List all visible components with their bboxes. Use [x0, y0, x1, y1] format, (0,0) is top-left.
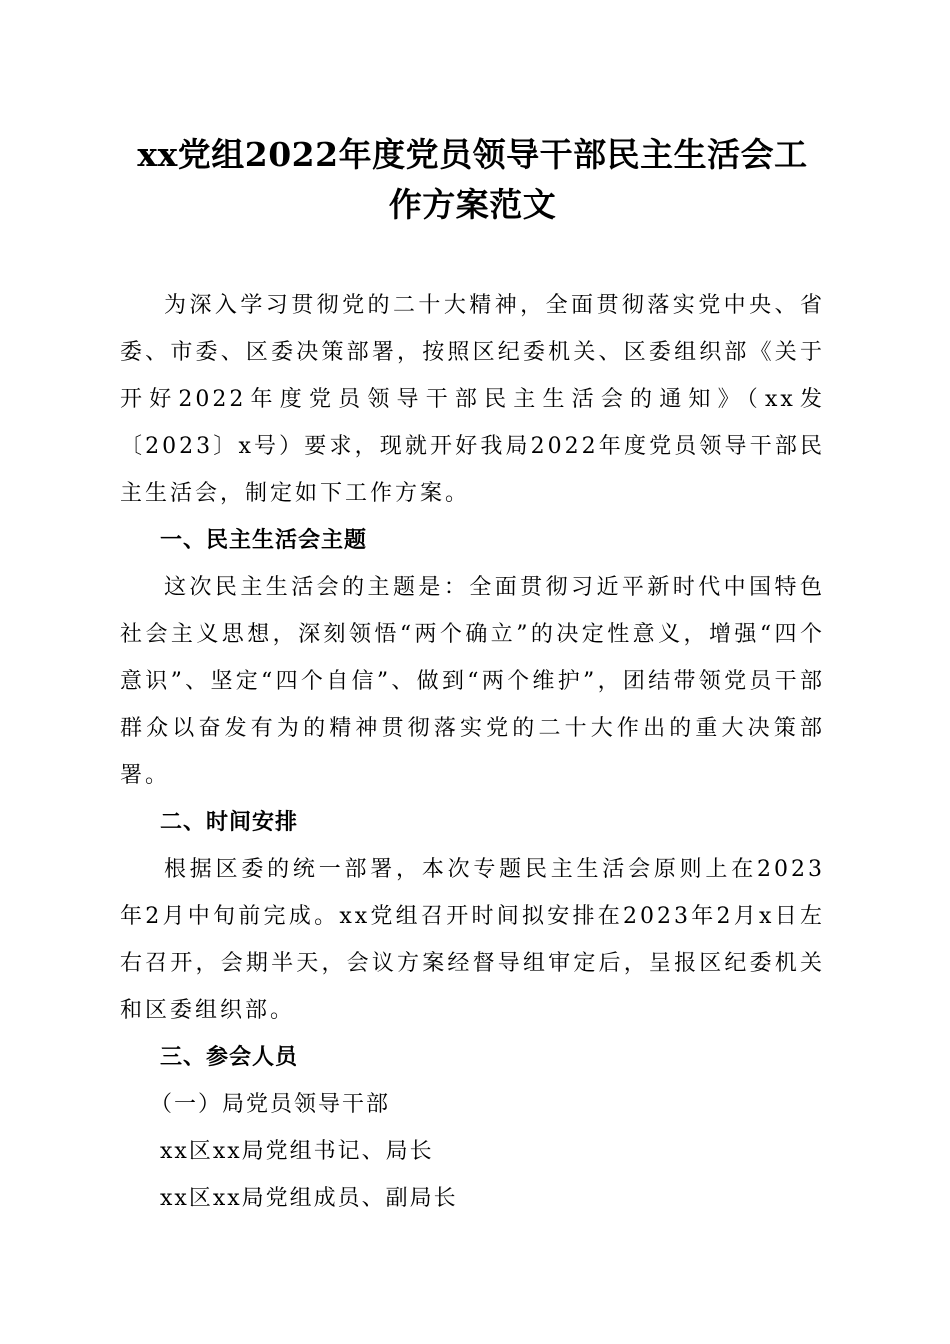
section-heading-schedule: 二、时间安排 [160, 810, 299, 835]
title-line-2: 作方案范文 [388, 185, 557, 224]
section-body-schedule: 根据区委的统一部署，本次专题民主生活会原则上在2023年2月中旬前完成。xx党组召开时间拟安排在2023年2月x日左右召开，会期半天，会议方案经督导组审定后，呈报区纪委机关和区委组织部。 [120, 857, 825, 1023]
section-heading-attendees: 三、参会人员 [160, 1045, 299, 1070]
document-page [120, 130, 825, 1222]
section-body-theme: 这次民主生活会的主题是：全面贯彻习近平新时代中国特色社会主义思想，深刻领悟“两个确立”的决定性意义，增强“四个意识”、坚定“四个自信”、做到“两个维护”，团结带领党员干部群众以奋发有为的精神贯彻落实党的二十大作出的重大决策部署。 [120, 575, 825, 788]
section-heading-theme: 一、民主生活会主题 [160, 528, 368, 553]
document-title [120, 130, 825, 230]
attendee-item: xx区xx局党组书记、局长 [160, 1139, 434, 1164]
intro-paragraph: 为深入学习贯彻党的二十大精神，全面贯彻落实党中央、省委、市委、区委决策部署，按照区纪委机关、区委组织部《关于开好2022年度党员领导干部民主生活会的通知》（xx发〔2023〕x号）要求，现就开好我局2022年度党员领导干部民主生活会，制定如下工作方案。 [120, 293, 825, 506]
title-line-1: xx党组2022年度党员领导干部民主生活会工 [137, 135, 808, 174]
attendees-subheading: （一）局党员领导干部 [150, 1092, 391, 1117]
attendee-item: xx区xx局党组成员、副局长 [160, 1186, 458, 1211]
